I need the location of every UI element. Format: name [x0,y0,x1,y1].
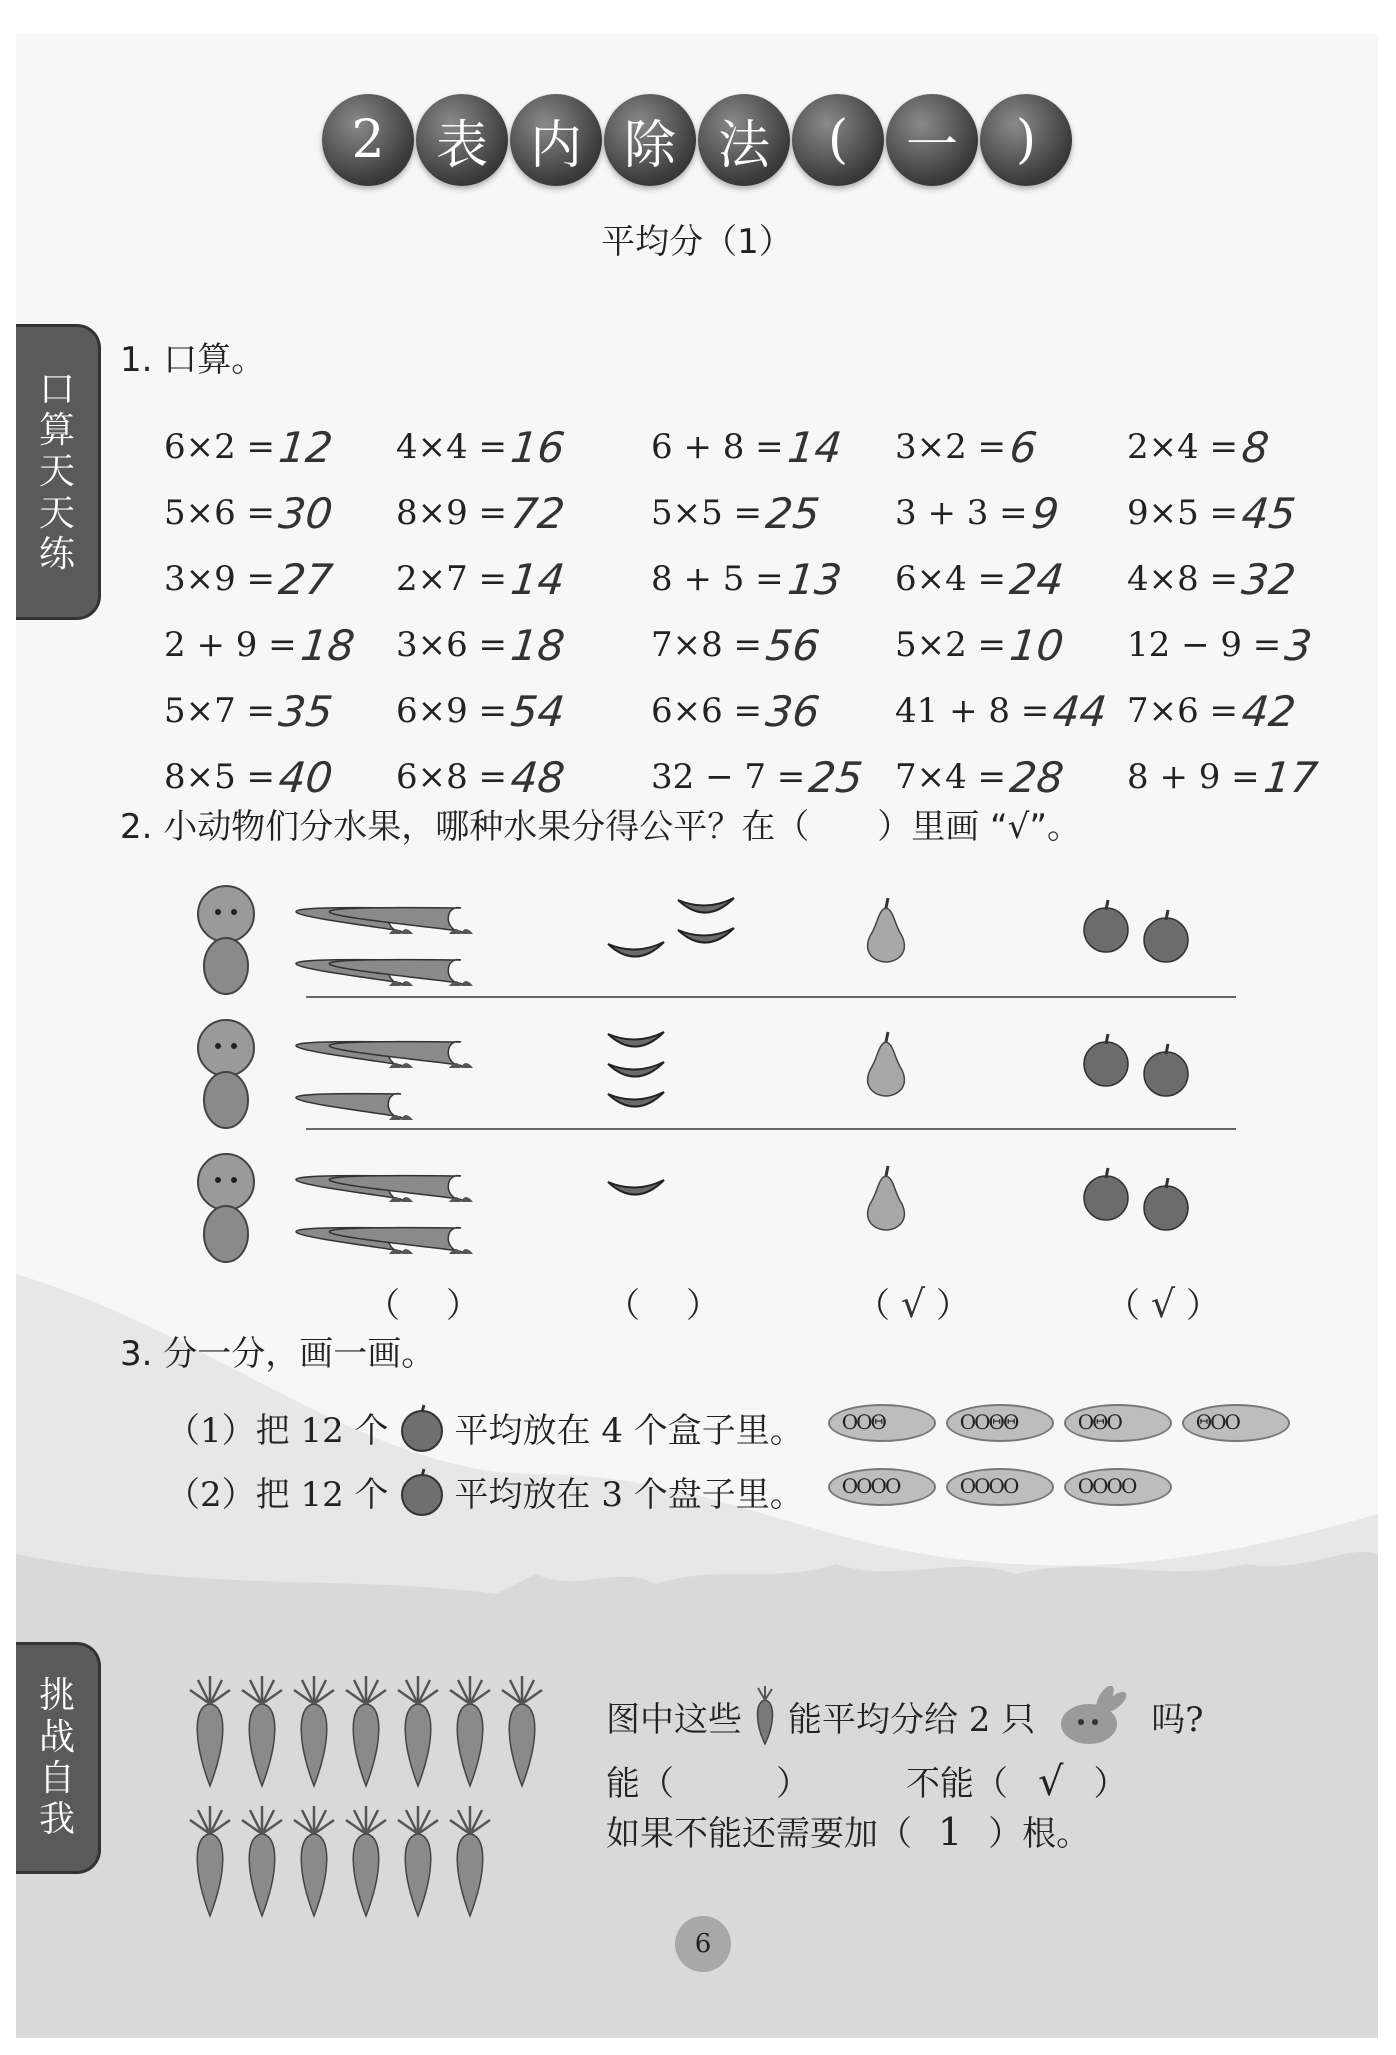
challenge-side-tab [16,1642,101,1874]
math-problem [164,480,396,546]
math-problem [396,480,651,546]
handwritten-answer: 27 [276,554,336,604]
tab-char: 算 [38,409,75,451]
drawn-apples: ΟΟΟΟ [1077,1473,1136,1498]
problem-expression: 6×4 = [895,559,1007,599]
handwritten-check: √ [1038,1759,1064,1805]
problem-expression: 4×4 = [396,427,508,467]
plate [1182,1404,1290,1442]
math-problem [396,612,651,678]
problem-expression: 3×6 = [396,625,508,665]
problem-expression: 5×7 = [164,691,276,731]
problem-expression: 2 + 9 = [164,625,297,665]
carrot-icon [502,1676,542,1786]
handwritten-answer: 24 [1007,554,1067,604]
math-problem [1127,678,1347,744]
problem-expression: 3×2 = [895,427,1007,467]
math-problem [396,414,651,480]
challenge-option-cannot [906,1756,1128,1805]
math-problem [164,612,396,678]
handwritten-answer: 54 [508,686,568,736]
problem-expression: 8 + 5 = [651,559,784,599]
title-char: 内 [510,94,602,186]
tab-char: 天 [38,492,75,534]
banana-icon [608,898,734,957]
plate [828,1404,936,1442]
section-subtitle: 平均分（1） [601,222,793,262]
math-problem [396,678,651,744]
handwritten-answer: 42 [1239,686,1299,736]
problem-expression: 41 + 8 = [895,691,1050,731]
problem-expression: 5×6 = [164,493,276,533]
banana-icon [608,1180,664,1195]
math-problem [651,678,895,744]
pear-icon [868,1166,905,1230]
handwritten-answer: 35 [276,686,336,736]
math-problem [1127,546,1347,612]
drawn-apples: ΘΟΟ [1195,1409,1239,1434]
chapter-title [16,94,1378,186]
title-char: 除 [604,94,696,186]
problem-expression: 8×9 = [396,493,508,533]
math-problem [651,480,895,546]
tab-char: 我 [38,1799,75,1841]
handwritten-answer: 8 [1239,422,1272,472]
problem-expression: 2×7 = [396,559,508,599]
rabbit-icon [198,1154,254,1262]
pear-icon [868,1032,905,1096]
handwritten-answer: 56 [763,620,823,670]
peach-icon [296,1176,473,1254]
problem-expression: 6×9 = [396,691,508,731]
challenge-text: 吗? [1151,1699,1204,1740]
apple-icon [395,1400,449,1454]
answer-bracket: （ ） [606,1286,720,1326]
title-char: 法 [698,94,790,186]
math-problem [651,612,895,678]
math-problem [895,612,1127,678]
plate [828,1468,936,1506]
tab-char: 练 [38,534,75,576]
practice-side-tab [16,324,101,620]
math-problem [164,546,396,612]
q3-title: 3. 分一分，画一画。 [120,1334,436,1374]
handwritten-answer: 9 [1029,488,1061,538]
monkey-icon [198,886,254,994]
carrot-icon [294,1676,334,1786]
math-problem [1127,414,1347,480]
math-problem [895,546,1127,612]
math-problem [164,678,396,744]
handwritten-answer: 18 [298,620,357,670]
carrot-icon [450,1806,490,1916]
dog-icon [198,1020,254,1128]
handwritten-answer: 45 [1239,488,1299,538]
carrot-icon [398,1676,438,1786]
carrot-icon [346,1806,386,1916]
carrot-icon [190,1806,230,1916]
peach-icon [296,1042,473,1120]
challenge-text: ）根。 [988,1814,1091,1854]
drawn-apples: ΟΟΘΘ [959,1409,1018,1434]
math-problem [396,546,651,612]
tab-char: 挑 [38,1675,75,1717]
math-problem [1127,744,1347,810]
handwritten-answer: 25 [806,752,866,802]
problem-expression: 7×8 = [651,625,763,665]
plate [1064,1468,1172,1506]
plate [1064,1404,1172,1442]
q3-item-suffix: 平均放在 3 个盘子里。 [454,1474,804,1515]
plates-group [818,1468,1172,1515]
handwritten-answer: 17 [1261,752,1320,802]
handwritten-answer: 25 [763,488,823,538]
q3-item-suffix: 平均放在 4 个盒子里。 [454,1410,804,1451]
handwritten-answer: 18 [508,620,568,670]
challenge-add-line [606,1806,1090,1855]
math-problem [1127,612,1347,678]
plate [946,1468,1054,1506]
problem-expression: 9×5 = [1127,493,1239,533]
tab-char: 口 [38,368,75,410]
math-problem [651,414,895,480]
handwritten-answer: 44 [1050,686,1110,736]
q2-title: 2. 小动物们分水果，哪种水果分得公平？在（ ）里画 “√”。 [120,807,1081,847]
fruit-row [156,1142,1336,1276]
problem-expression: 7×4 = [895,757,1007,797]
tab-char: 天 [38,451,75,493]
carrot-icon [294,1806,334,1916]
problem-expression: 6×8 = [396,757,508,797]
fruit-row [156,1008,1336,1142]
carrot-icon [242,1806,282,1916]
handwritten-answer: 28 [1007,752,1067,802]
q3-item-prefix: （1）把 12 个 [166,1410,389,1451]
math-problem [651,546,895,612]
challenge-text: 如果不能还需要加（ [606,1814,912,1854]
problem-expression: 2×4 = [1127,427,1239,467]
challenge-text: 不能（ [906,1764,1008,1804]
carrot-icon [190,1676,230,1786]
carrot-icon [398,1806,438,1916]
problem-expression: 3 + 3 = [895,493,1028,533]
carrot-row-1 [186,1674,606,1794]
carrot-row-2 [186,1804,606,1924]
problem-expression: 6×6 = [651,691,763,731]
challenge-text: ） [1093,1764,1128,1804]
handwritten-answer: 72 [508,488,568,538]
apple-icon [395,1464,449,1518]
handwritten-answer: 12 [276,422,336,472]
carrot-icon [450,1676,490,1786]
drawn-apples: ΟΟΟΟ [841,1473,900,1498]
problem-expression: 7×6 = [1127,691,1239,731]
banana-icon [608,1032,664,1107]
problem-expression: 8 + 9 = [1127,757,1260,797]
problem-expression: 6 + 8 = [651,427,784,467]
row-divider [306,1128,1236,1130]
plates-group [818,1404,1290,1451]
answer-bracket: （ √ ） [1106,1282,1220,1326]
q3-item-2 [166,1464,1172,1518]
problem-expression: 12 − 9 = [1127,625,1282,665]
handwritten-answer: 13 [785,554,844,604]
math-problem [895,414,1127,480]
answer-bracket: （ ） [366,1286,480,1326]
apple-icon [1084,1168,1188,1230]
handwritten-answer: 30 [276,488,336,538]
handwritten-check: √ [900,1282,926,1326]
problem-expression: 3×9 = [164,559,276,599]
handwritten-answer: 48 [508,752,568,802]
handwritten-answer: 1 [938,1810,963,1854]
handwritten-answer: 32 [1239,554,1299,604]
title-char: 表 [416,94,508,186]
drawn-apples: ΟΟΟΟ [959,1473,1018,1498]
fruit-row [156,874,1336,1008]
carrot-icon [242,1676,282,1786]
challenge-text: 图中这些 [606,1699,742,1740]
challenge-question [606,1686,1203,1746]
handwritten-answer: 14 [785,422,844,472]
title-char: 2 [322,94,414,186]
handwritten-answer: 16 [508,422,568,472]
handwritten-answer: 3 [1282,620,1315,670]
rabbit-icon [1053,1686,1133,1746]
row-divider [306,996,1236,998]
apple-icon [1084,1034,1188,1096]
math-problem [895,480,1127,546]
math-problem [895,678,1127,744]
handwritten-check: √ [1150,1282,1176,1326]
handwritten-answer: 10 [1007,620,1067,670]
title-char: ( [792,94,884,186]
math-problem [164,414,396,480]
pear-icon [868,898,905,962]
handwritten-answer: 36 [763,686,823,736]
worksheet-page [16,34,1378,2038]
problem-expression: 6×2 = [164,427,276,467]
carrot-icon [748,1686,782,1746]
math-problem [1127,480,1347,546]
problem-expression: 4×8 = [1127,559,1239,599]
problem-expression: 32 − 7 = [651,757,806,797]
apple-icon [1084,900,1188,962]
carrot-icon [346,1676,386,1786]
answer-bracket: （ √ ） [856,1282,970,1326]
page-number: 6 [675,1916,731,1972]
problem-expression: 8×5 = [164,757,276,797]
challenge-text: 能平均分给 2 只 [788,1699,1036,1740]
drawn-apples: ΟΘΟ [1077,1409,1121,1434]
handwritten-answer: 6 [1007,422,1040,472]
drawn-apples: ΟΟΘ [841,1409,885,1434]
tab-char: 战 [38,1716,75,1758]
peach-icon [296,908,473,986]
title-char: ) [980,94,1072,186]
tab-char: 自 [38,1758,75,1799]
challenge-option-can: 能（ ） [606,1764,810,1804]
problem-expression: 5×2 = [895,625,1007,665]
q1-title: 1. 口算。 [120,340,266,380]
mental-math-grid [164,414,1347,810]
handwritten-answer: 40 [276,752,336,802]
problem-expression: 5×5 = [651,493,763,533]
q3-item-prefix: （2）把 12 个 [166,1474,389,1515]
q3-item-1 [166,1400,1290,1454]
title-char: 一 [886,94,978,186]
handwritten-answer: 14 [508,554,568,604]
plate [946,1404,1054,1442]
